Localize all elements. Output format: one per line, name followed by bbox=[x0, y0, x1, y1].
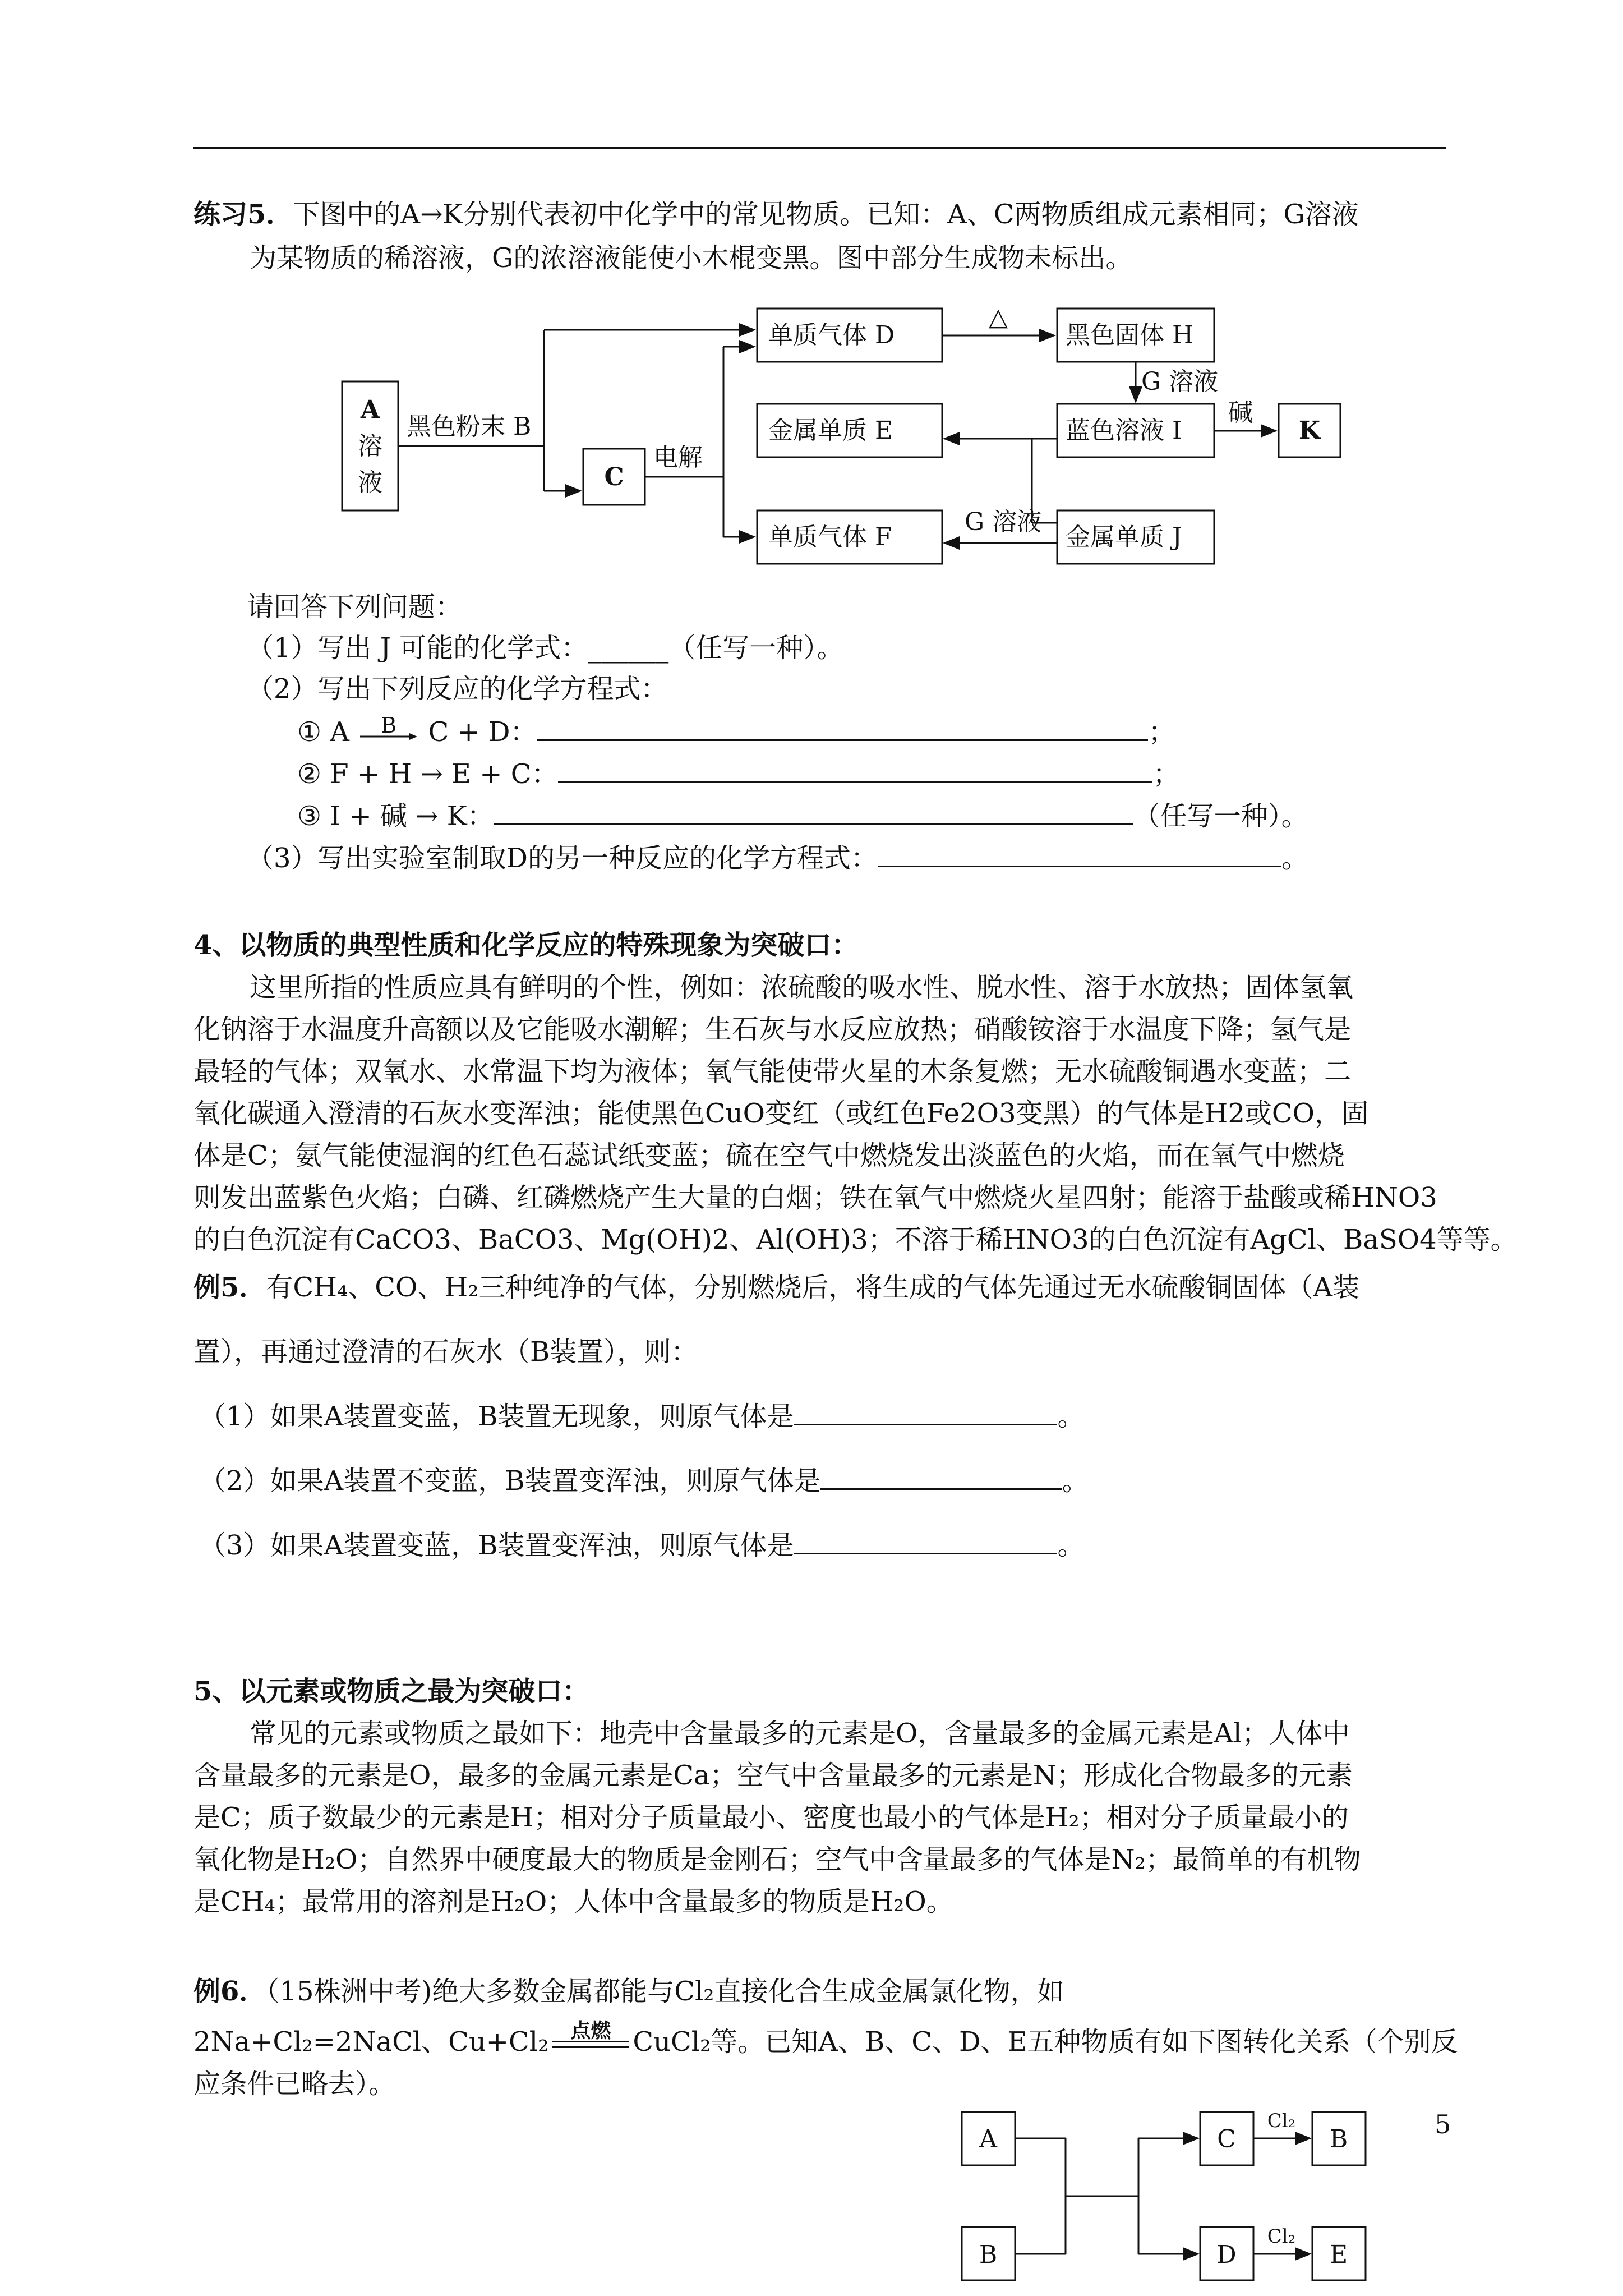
label-electrolysis: 电解 bbox=[653, 443, 703, 472]
label-G-solution-1: G 溶液 bbox=[1141, 367, 1219, 396]
question-3-answer-blank[interactable] bbox=[878, 843, 1281, 867]
reaction-1 bbox=[297, 712, 1175, 749]
label-G-solution-2: G 溶液 bbox=[965, 508, 1042, 536]
example-6-line2 bbox=[193, 2018, 1458, 2059]
ex5-line2: 为某物质的稀溶液，G的浓溶液能使小木棍变黑。图中部分生成物未标出。 bbox=[250, 242, 1133, 274]
example-6-text1: （15株洲中考)绝大多数金属都能与Cl₂直接化合生成金属氯化物，如 bbox=[266, 1976, 1064, 2007]
reaction-diagram-1 bbox=[331, 292, 1368, 583]
label-J: 金属单质 J bbox=[1066, 523, 1182, 551]
section-4-heading: 4、以物质的典型性质和化学反应的特殊现象为突破口： bbox=[193, 930, 859, 961]
reaction-2-end: ； bbox=[1152, 758, 1180, 790]
label-A-sub2: 液 bbox=[358, 468, 382, 497]
label2-E: E bbox=[1329, 2240, 1348, 2269]
example-5-q1-blank[interactable] bbox=[794, 1401, 1057, 1425]
label2-D: D bbox=[1216, 2240, 1237, 2269]
label-E: 金属单质 E bbox=[768, 416, 893, 445]
ex5-title: 练习5． bbox=[193, 199, 293, 230]
reaction-3-text: ③ I + 碱 → K： bbox=[297, 800, 494, 832]
example-5-q2-end: 。 bbox=[1062, 1465, 1089, 1497]
label-I: 蓝色溶液 I bbox=[1066, 416, 1182, 445]
section-4-para-line6: 则发出蓝紫色火焰；白磷、红磷燃烧产生大量的白烟；铁在氧气中燃烧火星四射；能溶于盐酸或稀HNO3 bbox=[193, 1182, 1437, 1213]
section-4-para-line7: 的白色沉淀有CaCO3、BaCO3、Mg(OH)2、Al(OH)3；不溶于稀HNO3的白色沉淀有AgCl、BaSO4等等。 bbox=[193, 1224, 1518, 1255]
label-A: A bbox=[360, 395, 380, 424]
section-5-heading: 5、以元素或物质之最为突破口： bbox=[193, 1676, 589, 1707]
label-B: 黑色粉末 B bbox=[407, 412, 532, 441]
label-D: 单质气体 D bbox=[768, 321, 895, 349]
example-6-eq: 2Na+Cl₂=2NaCl、Cu+Cl₂ bbox=[193, 2026, 549, 2058]
question-1: （1）写出 J 可能的化学式：______（任写一种）。 bbox=[247, 632, 844, 664]
reaction-3 bbox=[297, 799, 1308, 833]
reaction-2 bbox=[297, 757, 1179, 791]
example-5-q2-text: （2）如果A装置不变蓝，B装置变浑浊，则原气体是 bbox=[199, 1465, 821, 1497]
example-6-title: 例6． bbox=[193, 1976, 266, 2007]
reaction-2-answer-blank[interactable] bbox=[558, 759, 1152, 783]
label2-cl2-bottom: Cl₂ bbox=[1267, 2225, 1296, 2248]
example-5-line1 bbox=[193, 1271, 1359, 1304]
reaction-1-condition: B bbox=[381, 712, 397, 738]
section-5-para-line2: 含量最多的元素是O，最多的金属元素是Ca；空气中含量最多的元素是N；形成化合物最多的元素 bbox=[193, 1760, 1353, 1791]
example-5-q1-text: （1）如果A装置变蓝，B装置无现象，则原气体是 bbox=[199, 1401, 794, 1432]
label-K: K bbox=[1298, 416, 1321, 445]
reaction-1-arrow bbox=[358, 712, 419, 746]
label2-C: C bbox=[1217, 2125, 1236, 2154]
example-5-title: 例5． bbox=[193, 1272, 266, 1303]
label-H: 黑色固体 H bbox=[1066, 321, 1194, 349]
label-A-sub1: 溶 bbox=[358, 432, 382, 461]
label-C: C bbox=[604, 463, 624, 491]
section-4-para-line2: 化钠溶于水温度升高额以及它能吸水潮解；生石灰与水反应放热；硝酸铵溶于水温度下降；氢气是 bbox=[193, 1014, 1352, 1045]
label-base: 碱 bbox=[1228, 398, 1253, 427]
reaction-1-reactant: ① A bbox=[297, 716, 349, 748]
question-3-text: （3）写出实验室制取D的另一种反应的化学方程式： bbox=[247, 843, 878, 874]
section-5-para-line1: 常见的元素或物质之最如下：地壳中含量最多的元素是O，含量最多的金属元素是Al；人体中 bbox=[250, 1718, 1350, 1749]
ignite-equals-sign bbox=[548, 2018, 633, 2055]
label-heat: △ bbox=[989, 303, 1008, 332]
reaction-diagram-2 bbox=[953, 2104, 1380, 2289]
reaction-3-answer-blank[interactable] bbox=[494, 801, 1133, 825]
section-5-para-line5: 是CH₄；最常用的溶剂是H₂O；人体中含量最多的物质是H₂O。 bbox=[193, 1886, 953, 1917]
reaction-2-text: ② F + H → E + C： bbox=[297, 758, 559, 790]
example-5-q2-blank[interactable] bbox=[820, 1466, 1062, 1490]
example-5-q3-blank[interactable] bbox=[794, 1530, 1057, 1554]
label2-cl2-top: Cl₂ bbox=[1267, 2110, 1296, 2132]
section-4-para-line1: 这里所指的性质应具有鲜明的个性，例如：浓硫酸的吸水性、脱水性、溶于水放热；固体氢氧 bbox=[250, 972, 1354, 1003]
example-5-q3-text: （3）如果A装置变蓝，B装置变浑浊，则原气体是 bbox=[199, 1530, 794, 1561]
page-number: 5 bbox=[1435, 2109, 1451, 2139]
section-4-para-line5: 体是C；氨气能使湿润的红色石蕊试纸变蓝；硫在空气中燃烧发出淡蓝色的火焰，而在氧气中燃烧 bbox=[193, 1140, 1345, 1171]
label2-B-product: B bbox=[1329, 2125, 1348, 2154]
reaction-1-answer-blank[interactable] bbox=[537, 717, 1148, 741]
reaction-1-products: C + D： bbox=[428, 716, 537, 748]
section-5-para-line4: 氧化物是H₂O；自然界中硬度最大的物质是金刚石；空气中含量最多的气体是N₂；最简单的有机物 bbox=[193, 1844, 1361, 1875]
question-2: （2）写出下列反应的化学方程式： bbox=[247, 673, 668, 705]
example-6-line1 bbox=[193, 1975, 1064, 2008]
example-5-q2 bbox=[199, 1464, 1089, 1498]
question-3 bbox=[247, 841, 1308, 875]
label-F: 单质气体 F bbox=[768, 523, 892, 551]
example-5-q1 bbox=[199, 1400, 1085, 1433]
ignite-condition: 点燃 bbox=[570, 2018, 611, 2042]
ex5-line1 bbox=[193, 197, 1359, 231]
ex5-text1: 下图中的A→K分别代表初中化学中的常见物质。已知：A、C两物质组成元素相同；G溶液 bbox=[293, 199, 1359, 230]
section-4-para-line3: 最轻的气体；双氧水、水常温下均为液体；氧气能使带火星的木条复燃；无水硫酸铜遇水变蓝；二 bbox=[193, 1056, 1352, 1087]
label2-B: B bbox=[979, 2240, 998, 2269]
section-5-para-line3: 是C；质子数最少的元素是H；相对分子质量最小、密度也最小的气体是H₂；相对分子质量最小的 bbox=[193, 1802, 1349, 1833]
questions-intro: 请回答下列问题： bbox=[247, 591, 463, 623]
example-5-q3 bbox=[199, 1529, 1085, 1562]
header-rule bbox=[193, 147, 1446, 149]
label2-A: A bbox=[979, 2125, 997, 2154]
example-6-line3: 应条件已略去）。 bbox=[193, 2068, 396, 2100]
reaction-1-end: ； bbox=[1148, 716, 1175, 748]
example-6-text2: CuCl₂等。已知A、B、C、D、E五种物质有如下图转化关系（个别反 bbox=[633, 2026, 1458, 2058]
reaction-3-end: （任写一种）。 bbox=[1133, 800, 1308, 832]
example-5-text1: 有CH₄、CO、H₂三种纯净的气体，分别燃烧后，将生成的气体先通过无水硫酸铜固体（A装 bbox=[266, 1272, 1360, 1303]
example-5-q1-end: 。 bbox=[1057, 1401, 1085, 1432]
section-4-para-line4: 氧化碳通入澄清的石灰水变浑浊；能使黑色CuO变红（或红色Fe2O3变黑）的气体是H2或CO，固 bbox=[193, 1098, 1368, 1129]
example-5-line2: 置），再通过澄清的石灰水（B装置），则： bbox=[193, 1336, 698, 1368]
question-3-end: 。 bbox=[1281, 843, 1309, 874]
example-5-q3-end: 。 bbox=[1057, 1530, 1085, 1561]
